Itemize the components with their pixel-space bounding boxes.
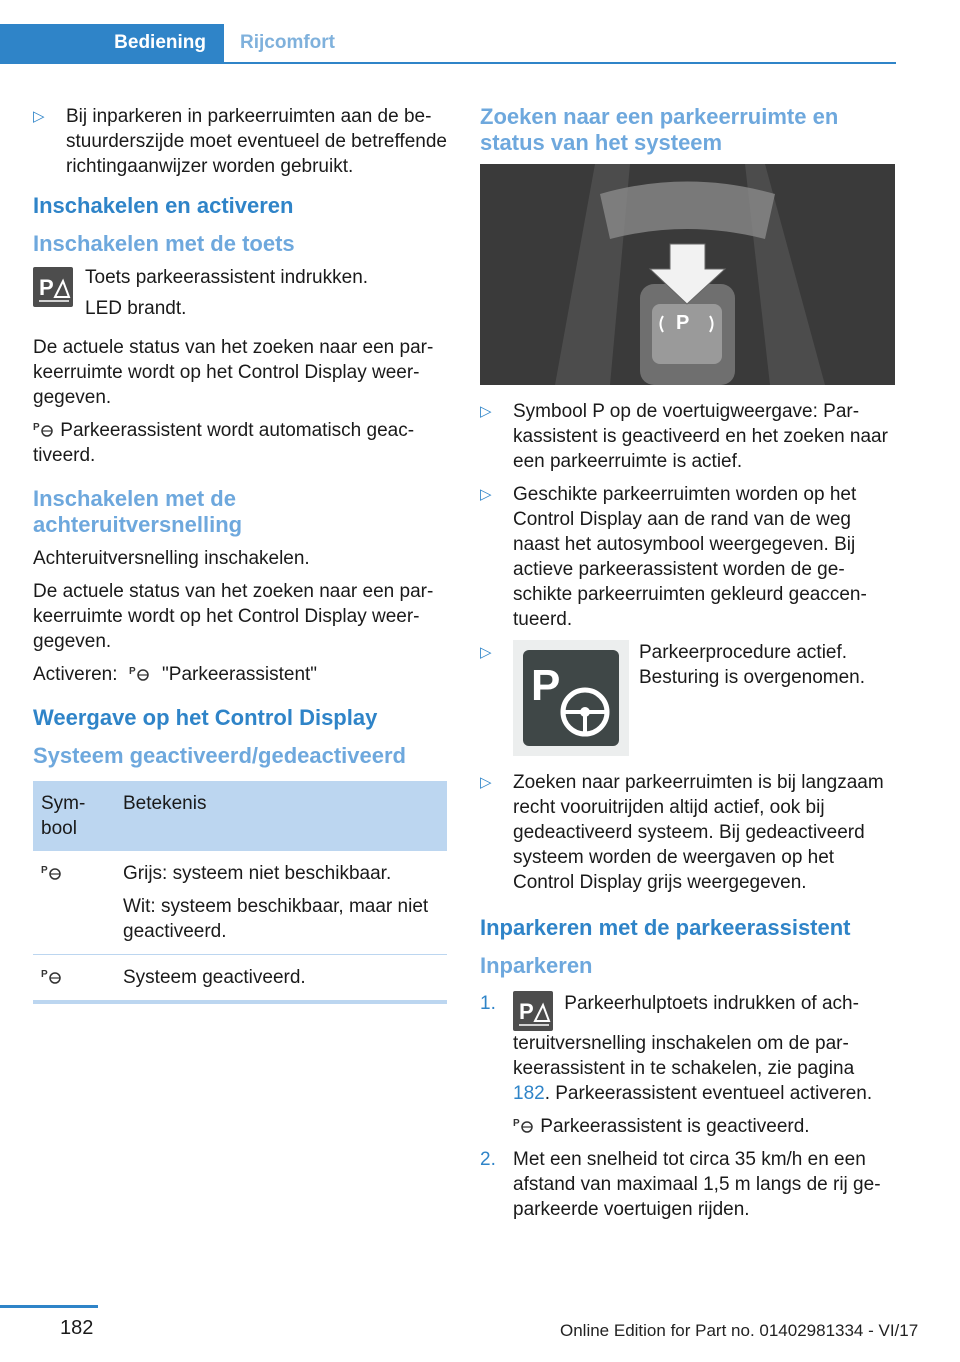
list-item: 2. Met een snelheid tot circa 35 km/h en een afstand van maximaal 1,5 m langs de rij geparkeerde voertuigen rijden. xyxy=(480,1149,881,1220)
tab-bediening[interactable]: Bediening xyxy=(0,24,224,62)
triangle-bullet-icon: ▷ xyxy=(480,644,492,661)
left-column: ▷ Bij inparkeren in parkeerruimten aan de bestuurderszijde moet eventueel de betreffende richtingaanwijzer worden gebruikt. Inschakelen en activeren Inschakelen met de toets P Toets parkeerassistent indrukken. LED brandt. De actuele status van het zoeken naar een parkeerruimte wordt op het Control Display weergegeven. P Parkeerassistent wordt automatisch geactiveerd. Inschakelen met de achteruitversnelling Achteruitversnelling inschakelen. De actuele status van het zoeken naar een parkeerruimte wordt op het Control Display weergegeven. Activeren: P "Parkeerassistent" Weergave op het Control Display Systeem geactiveerd/gedeactiveerd Symbool Betekenis P Grijs: systeem niet beschikbaar. Wit: systeem beschikbaar, maar niet geactiveerd. P Systeem geactiveerd. xyxy=(33,104,447,1004)
page-number: 182 xyxy=(60,1317,94,1339)
heading-reverse: Inschakelen met de achteruitversnelling xyxy=(33,486,243,537)
park-assist-button-icon xyxy=(33,267,73,307)
tab-bar xyxy=(0,24,896,64)
triangle-bullet-icon: ▷ xyxy=(33,108,45,125)
button-instruction: P Toets parkeerassistent indrukken. LED brandt. xyxy=(33,265,447,321)
svg-text:P: P xyxy=(531,661,561,710)
heading-display: Weergave op het Control Display xyxy=(33,705,378,730)
auto-paragraph: P Parkeerassistent wordt automatisch geactiveerd. xyxy=(33,420,415,466)
park-assist-active-icon xyxy=(41,967,63,985)
list-item: 1. P Parkeerhulptoets indrukken of achteruitversnelling inschakelen om de parkeerassistent in te schakelen, zie pagina 182. Parkeerassistent eventueel activeren. P Parkeerassistent is geactiveerd. xyxy=(480,993,873,1137)
activate-line: Activeren: P "Parkeerassistent" xyxy=(33,664,318,685)
right-column xyxy=(480,104,895,1230)
svg-text:P: P xyxy=(39,275,54,300)
triangle-bullet-icon: ▷ xyxy=(480,486,492,503)
table-row: P Grijs: systeem niet beschikbaar. Wit: systeem beschikbaar, maar niet geactiveerd. xyxy=(33,851,447,955)
vehicle-display-image xyxy=(480,164,895,385)
status-paragraph: De actuele status van het zoeken naar een parkeerruimte wordt op het Control Display weergegeven. xyxy=(33,337,434,408)
svg-text:P: P xyxy=(519,999,534,1024)
park-assist-button-icon xyxy=(513,991,553,1031)
heading-park: Inparkeren met de parkeerassistent xyxy=(480,915,851,940)
page-link[interactable]: 182 xyxy=(513,1083,545,1104)
list-item: ▷ Zoeken naar parkeerruimten is bij langzaam recht vooruitrijden altijd actief, ook bij gedeactiveerd systeem. Bij gedeactiveerd systeem worden de weergaven op het Control Display grijs weergegeven. xyxy=(480,772,884,893)
svg-text:P: P xyxy=(513,1118,520,1129)
heading-search: Zoeken naar een parkeerruimte en status van het systeem xyxy=(480,104,839,155)
park-assist-icon xyxy=(513,1116,535,1134)
heading-activate: Inschakelen en activeren xyxy=(33,193,294,218)
list-item: ▷ Symbool P op de voertuigweergave: Parkassistent is geactiveerd en het zoeken naar een parkeerruimte is actief. xyxy=(480,401,888,472)
symbol-table xyxy=(33,781,447,1004)
edition-note: Online Edition for Part no. 01402981334 - VI/17 xyxy=(560,1321,919,1340)
svg-text:P: P xyxy=(41,865,48,876)
svg-text:P: P xyxy=(33,422,40,433)
table-header: Symbool Betekenis xyxy=(33,781,447,851)
svg-text:P: P xyxy=(128,666,136,677)
list-item: ▷ Bij inparkeren in parkeerruimten aan de bestuurderszijde moet eventueel de betreffende richtingaanwijzer worden gebruikt. xyxy=(33,106,447,177)
tab-rijcomfort[interactable]: Rijcomfort xyxy=(240,32,335,53)
park-assist-grey-icon xyxy=(41,863,63,881)
list-item: ▷ Geschikte parkeerruimten worden op het Control Display aan de rand van de weg naast het autosymbool weergegeven. Bij actieve parkeerassistent worden de geschikte parkeerruimten gekleurd geaccentueerd. xyxy=(480,484,867,630)
list-item: ▷ P Parkeerprocedure actief. Besturing is overgenomen. xyxy=(480,640,895,760)
triangle-bullet-icon: ▷ xyxy=(480,774,492,791)
parking-steering-icon xyxy=(513,640,629,756)
park-assist-icon xyxy=(33,420,55,438)
heading-inpark: Inparkeren xyxy=(480,953,593,978)
heading-button: Inschakelen met de toets xyxy=(33,231,295,256)
park-assist-icon xyxy=(129,664,151,682)
table-row: P Systeem geactiveerd. xyxy=(33,955,447,1003)
heading-system: Systeem geactiveerd/gedeactiveerd xyxy=(33,743,406,768)
footer-rule xyxy=(0,1305,98,1308)
triangle-bullet-icon: ▷ xyxy=(480,403,492,420)
svg-text:P: P xyxy=(41,969,48,980)
svg-text:P: P xyxy=(676,312,690,334)
